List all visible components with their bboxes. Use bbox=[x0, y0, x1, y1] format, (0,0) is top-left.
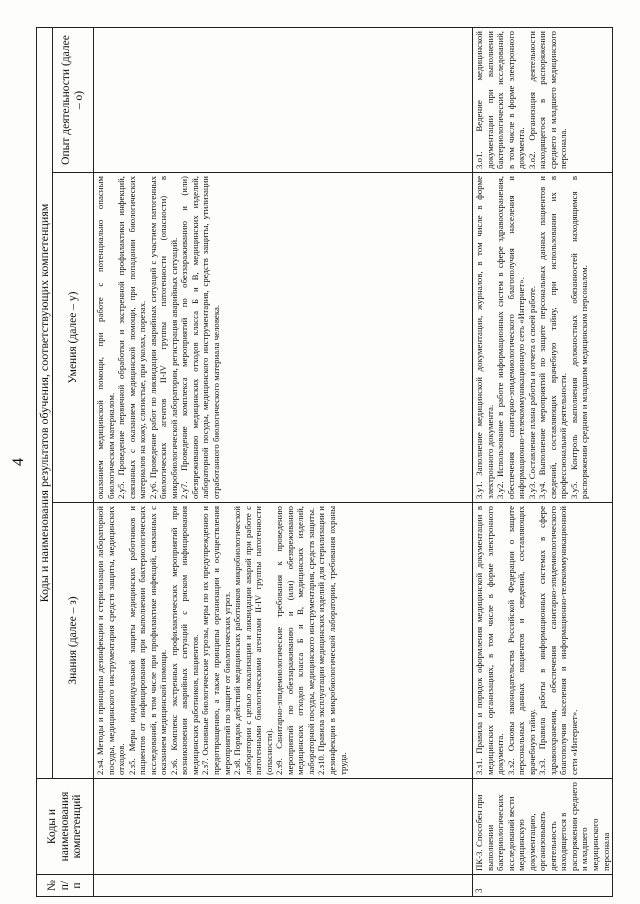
header-skills: Умения (далее – у) bbox=[53, 173, 94, 503]
table-row-3 bbox=[473, 28, 613, 897]
list-item: 3.у4. Выполнение мероприятий по защите персональных данных пациентов и сведений, составляющих врачебную тайну, при использовании их в профессиональной деятельности. bbox=[537, 176, 569, 499]
codes-cell-empty bbox=[94, 779, 473, 875]
competence-cell: ПК-3. Способен при выполнении бактериологических исследований вести медицинскую документацию, организовывать деятельность находящегося в распоряжении среднего и младшего медицинского персонала bbox=[473, 779, 613, 875]
list-item: 2.з8. Порядок действий медицинских работников микробиологической лаборатории с целью локализации и ликвидации аварий при работе с патогенными биологическими агентами II-IV группы патогенности (опасности). bbox=[232, 506, 274, 775]
header-num: № п/п bbox=[37, 875, 94, 897]
list-item: 2.з10. Правила эксплуатации медицинских изделий для стерилизации и дезинфекции в микробиологической лаборатории, требования охраны труда. bbox=[316, 506, 348, 775]
list-item: 3.з1. Правила и порядок оформления медицинской документации в медицинских организациях, в том числе в форме электронного документа. bbox=[474, 506, 506, 775]
header-knowledge: Знания (далее – з) bbox=[53, 503, 94, 779]
header-codes: Коды и наименования компетенций bbox=[37, 779, 94, 875]
list-item: 2.з4. Методы и принципы дезинфекции и стерилизации лабораторной посуды, медицинского инструментария средств защиты, медицинских отходов. bbox=[95, 506, 127, 775]
list-item: оказанием медицинской помощи, при работе с потенциально опасным биологическим материалом. bbox=[95, 176, 116, 499]
knowledge-cell bbox=[94, 503, 473, 779]
knowledge-cell bbox=[473, 503, 613, 779]
list-item: 3.з3. Правила работы в информационных системах в сфере здравоохранения, обеспечения санитарно-эпидемиологического благополучия населения и информационно-телекоммуникационной сети «Интернет». bbox=[537, 506, 579, 775]
list-item: 2.у5. Проведение первичной обработки и экстренной профилактики инфекций, связанных с оказанием медицинской помощи, при попадании биологических материалов на кожу, слизистые, при уколах, порезах. bbox=[116, 176, 148, 499]
list-item: 3.у5. Контроль выполнения должностных обязанностей находящимся в распоряжении средним и младшим медицинским персоналом. bbox=[568, 176, 590, 499]
list-item: 2.з7. Основные биологические угрозы, меры по их предупреждению и предотвращению, а также принципы организации и осуществления мероприятий по защите от биологических угроз. bbox=[200, 506, 232, 775]
list-item: 2.з5. Меры индивидуальной защиты медицинских работников и пациентов от инфицирования при выполнении бактериологических исследований, в том числе при профилактике инфекций, связанных с оказанием медицинской помощи. bbox=[126, 506, 169, 775]
skills-cell bbox=[94, 173, 473, 503]
list-item: 2.з9. Санитарно-эпидемиологические требования к проведению мероприятий по обеззараживанию и (или) обезвреживанию медицинских отходов класса Б и В, медицинских изделий, лабораторной посуды, медицинского инструментария, средств защиты. bbox=[274, 506, 316, 775]
list-item: 3.о1. Ведение медицинской документации при выполнении бактериологических исследований, в том числе в форме электронного документа. bbox=[474, 31, 527, 169]
competence-table bbox=[36, 27, 613, 897]
list-item: 3.з2. Основы законодательства Российской Федерации о защите персональных данных пациентов и сведений, составляющих врачебную тайну. bbox=[505, 506, 537, 775]
list-item: 2.у7. Проведение комплекса мероприятий по обеззараживанию и (или) обезвреживанию медицинских отходов класса Б и В, медицинских изделий, лабораторной посуды, медицинского инструментария, средств защиты, утилизации отработанного биологического материала человека. bbox=[179, 176, 222, 499]
table-subheader-row bbox=[53, 28, 94, 897]
list-item: 3.у3. Составление плана работы и отчета о своей работе. bbox=[526, 285, 537, 499]
row-number: 3 bbox=[473, 875, 613, 897]
list-item: 2.з6. Комплекс экстренных профилактических мероприятий при возникновении аварийных ситуаций с риском инфицирования медицинских работников, пациентов. bbox=[168, 506, 200, 775]
header-results: Коды и наименования результатов обучения, соответствующих компетенциям bbox=[37, 28, 53, 779]
experience-cell-empty bbox=[94, 28, 473, 173]
list-item: 2.у6. Проведение работ по ликвидации аварийных ситуаций с участием патогенных биологических агентов II-IV группы патогенности (опасности) в микробиологической лаборатории, регистрация аварийных ситуаций. bbox=[147, 176, 179, 499]
list-item: 3.у2. Использование в работе информационных систем в сфере здравоохранения, обеспечения санитарно-эпидемиологического благополучия населения и информационно-телекоммуникационную сеть «Интернет». bbox=[495, 176, 527, 499]
experience-cell bbox=[473, 28, 613, 173]
num-cell-empty bbox=[94, 875, 473, 897]
header-experience: Опыт деятельности (далее – о) bbox=[53, 28, 94, 173]
page-number: 4 bbox=[10, 458, 27, 466]
skills-cell bbox=[473, 173, 613, 503]
list-item: 3.о2. Организация деятельности находящегося в распоряжении среднего и младшего медицинского персонала. bbox=[526, 31, 569, 169]
table-row-continuation bbox=[94, 28, 473, 897]
list-item: 3.у1. Заполнение медицинской документации, журналов, в том числе в форме электронного документа. bbox=[474, 176, 495, 499]
table-header-row bbox=[37, 28, 53, 897]
